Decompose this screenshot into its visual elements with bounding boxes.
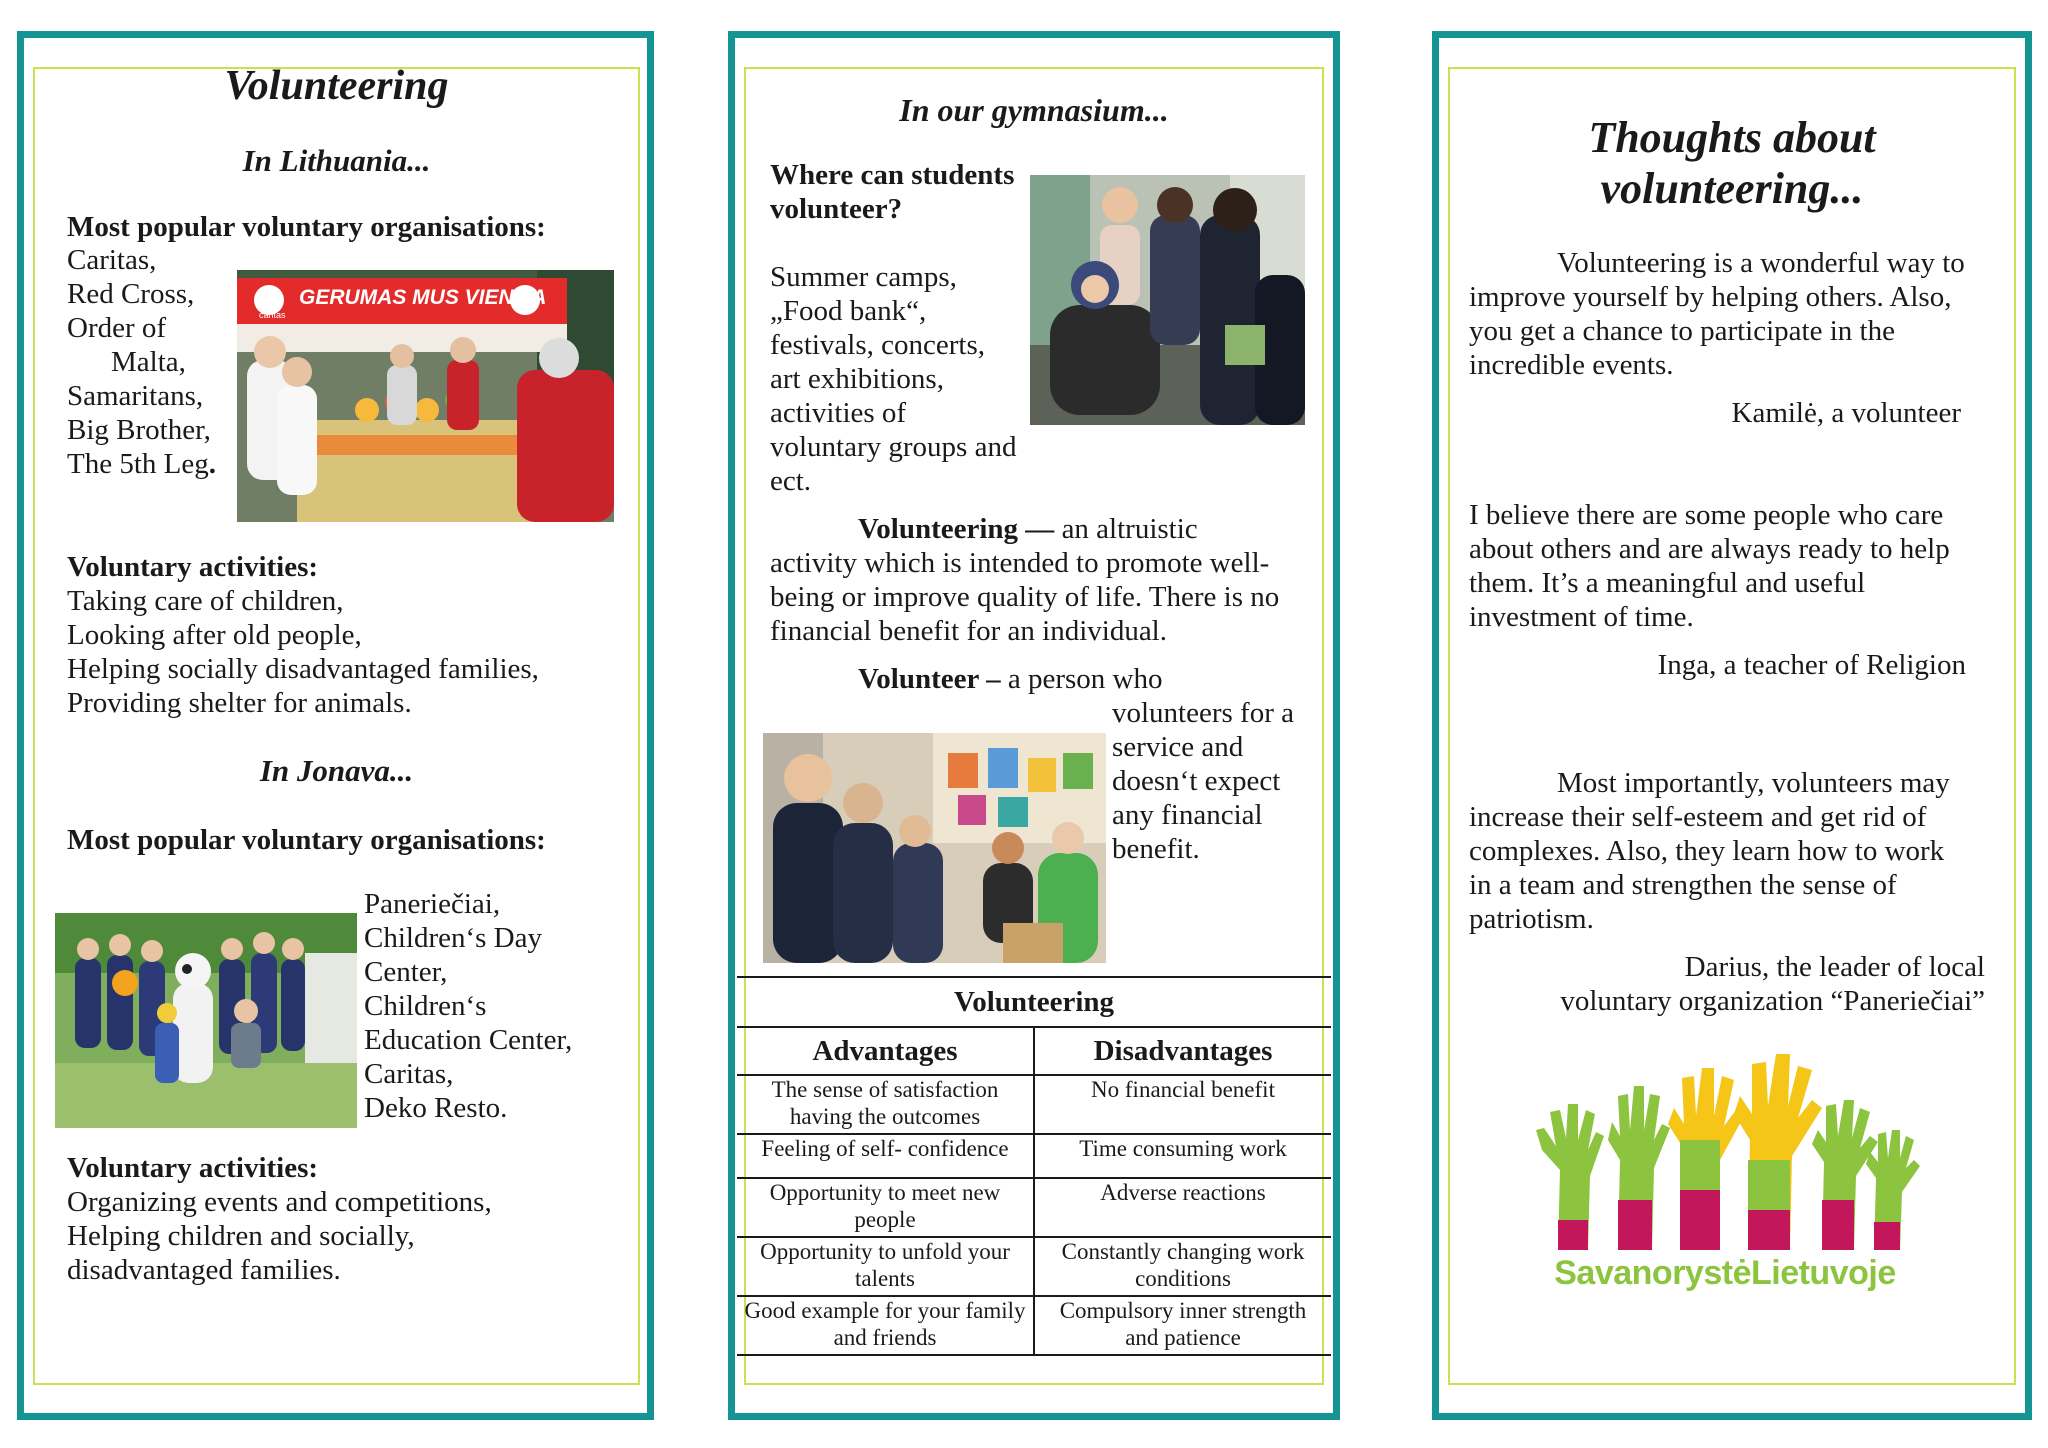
question-line: Where can students	[770, 159, 1015, 191]
quote-line: improve yourself by helping others. Also,	[1469, 281, 1952, 313]
quote-line: increase their self-esteem and get rid of	[1469, 801, 1927, 833]
advantage-cell: Opportunity to meet new people	[737, 1178, 1034, 1237]
org-line: Children‘s Day	[364, 922, 542, 954]
org-line	[67, 447, 216, 481]
org-line: Children‘s	[364, 990, 487, 1022]
activity-item: disadvantaged families.	[67, 1254, 341, 1286]
lithuania-orgs-list	[67, 243, 216, 481]
table-row	[737, 1178, 1331, 1237]
advantage-cell: Good example for your family and friends	[737, 1296, 1034, 1355]
lithuania-activities-list	[67, 584, 539, 720]
jonava-orgs-heading: Most popular voluntary organisations:	[67, 824, 546, 856]
org-line: Caritas,	[364, 1058, 454, 1090]
caritas-stand-photo	[237, 270, 614, 522]
org-line-period: .	[208, 448, 216, 480]
quote-line: in a team and strengthen the sense of	[1469, 869, 1897, 901]
activity-item: Providing shelter for animals.	[67, 687, 412, 719]
definition-line: activity which is intended to promote well-	[770, 547, 1270, 579]
org-line: Order of	[67, 312, 167, 344]
title-line: volunteering...	[1600, 164, 1864, 213]
gymnasium-heading: In our gymnasium...	[899, 92, 1169, 128]
advantage-cell: Feeling of self- confidence	[737, 1134, 1034, 1178]
quote-darius	[1469, 766, 1950, 936]
volunteer-definition	[1112, 696, 1294, 866]
quote-kamile	[1469, 246, 1965, 382]
definition-term: Volunteering —	[858, 513, 1055, 545]
panel-left-title: Volunteering	[224, 63, 449, 109]
table-caption: Volunteering	[737, 977, 1331, 1027]
quote-author: Kamilė, a volunteer	[1731, 397, 1961, 429]
activity-item: Looking after old people,	[67, 619, 362, 651]
definition-line: financial benefit for an individual.	[770, 615, 1167, 647]
caritas-logo-text: caritas	[259, 310, 286, 320]
title-line: Thoughts about	[1588, 113, 1876, 162]
advantages-disadvantages-table	[737, 976, 1331, 1356]
place-item: ect.	[770, 465, 812, 497]
disadvantage-cell: Compulsory inner strength and patience	[1034, 1296, 1331, 1355]
author-line: Darius, the leader of local	[1684, 951, 1985, 983]
logo-word-2: Lietuvoje	[1750, 1254, 1896, 1292]
savanoryste-lietuvoje-logo	[1530, 1050, 1920, 1310]
column-header-disadvantages: Disadvantages	[1034, 1027, 1331, 1075]
activity-item: Taking care of children,	[67, 585, 344, 617]
jonava-orgs-list	[364, 887, 572, 1125]
table-row	[737, 1134, 1331, 1178]
volunteer-places-list	[770, 260, 1016, 498]
quote-line: I believe there are some people who care	[1469, 499, 1944, 531]
raised-hands-icon	[1530, 1050, 1920, 1250]
quote-line: Most importantly, volunteers may	[1557, 767, 1950, 799]
logo-wordmark	[1530, 1254, 1920, 1293]
quote-author	[1469, 950, 1985, 1018]
place-item: art exhibitions,	[770, 363, 944, 395]
org-line: Malta,	[111, 346, 186, 378]
org-line: Education Center,	[364, 1024, 573, 1056]
quote-line: incredible events.	[1469, 349, 1674, 381]
activity-item: Helping socially disadvantaged families,	[67, 653, 539, 685]
org-line: Caritas,	[67, 244, 157, 276]
table-row	[737, 1296, 1331, 1355]
disadvantage-cell: Adverse reactions	[1034, 1178, 1331, 1237]
definition-first-line	[770, 512, 1310, 546]
activity-item: Organizing events and competitions,	[67, 1186, 492, 1218]
table-row	[737, 1237, 1331, 1296]
author-line: voluntary organization “Paneriečiai”	[1560, 985, 1985, 1017]
volunteer-group-photo	[55, 913, 357, 1128]
lithuania-orgs-heading: Most popular voluntary organisations:	[67, 211, 546, 243]
volunteer-text-start: a person who	[1000, 663, 1163, 695]
org-line: Red Cross,	[67, 278, 195, 310]
thoughts-title	[1448, 112, 2016, 214]
definition-line: any financial	[1112, 799, 1263, 831]
quote-line: investment of time.	[1469, 601, 1694, 633]
definition-line: being or improve quality of life. There is no	[770, 581, 1280, 613]
place-item: activities of	[770, 397, 907, 429]
jonava-heading: In Jonava...	[259, 753, 414, 788]
place-item: festivals, concerts,	[770, 329, 986, 361]
definition-text-start: an altruistic	[1054, 513, 1198, 545]
quote-line: about others and are always ready to help	[1469, 533, 1950, 565]
volunteer-question	[770, 158, 1014, 226]
disadvantage-cell: No financial benefit	[1034, 1075, 1331, 1134]
question-line: volunteer?	[770, 193, 903, 225]
jonava-activities-heading: Voluntary activities:	[67, 1152, 319, 1184]
place-item: voluntary groups and	[770, 431, 1017, 463]
quote-line: patriotism.	[1469, 903, 1594, 935]
volunteer-term: Volunteer –	[858, 663, 1001, 695]
banner-text: GERUMAS MUS VIENIJA	[299, 286, 547, 309]
table-caption-row	[737, 977, 1331, 1027]
org-line: Samaritans,	[67, 380, 204, 412]
advantage-cell: Opportunity to unfold your talents	[737, 1237, 1034, 1296]
quote-line: them. It’s a meaningful and useful	[1469, 567, 1866, 599]
definition-line: volunteers for a	[1112, 697, 1294, 729]
definition-line: benefit.	[1112, 833, 1200, 865]
org-line-text: The 5th Leg	[67, 448, 209, 480]
org-line: Paneriečiai,	[364, 888, 501, 920]
lithuania-activities-heading: Voluntary activities:	[67, 551, 319, 583]
activity-item: Helping children and socially,	[67, 1220, 415, 1252]
volunteering-definition	[770, 512, 1310, 648]
disadvantage-cell: Time consuming work	[1034, 1134, 1331, 1178]
lithuania-heading: In Lithuania...	[242, 143, 431, 178]
place-item: Summer camps,	[770, 261, 957, 293]
advantage-cell: The sense of satisfaction having the outcomes	[737, 1075, 1034, 1134]
quote-line: you get a chance to participate in the	[1469, 315, 1895, 347]
definition-line: service and	[1112, 731, 1244, 763]
quote-inga	[1469, 498, 1950, 634]
disadvantage-cell: Constantly changing work conditions	[1034, 1237, 1331, 1296]
definition-line: doesn‘t expect	[1112, 765, 1281, 797]
column-header-advantages: Advantages	[737, 1027, 1034, 1075]
org-line: Big Brother,	[67, 414, 211, 446]
jonava-activities-list	[67, 1185, 492, 1287]
org-line: Deko Resto.	[364, 1092, 508, 1124]
table-header-row	[737, 1027, 1331, 1075]
table-row	[737, 1075, 1331, 1134]
quote-author: Inga, a teacher of Religion	[1657, 649, 1966, 681]
org-line: Center,	[364, 956, 448, 988]
place-item: „Food bank“,	[770, 295, 927, 327]
volunteer-definition-first-line	[858, 662, 1162, 696]
quote-line: Volunteering is a wonderful way to	[1557, 247, 1965, 279]
logo-word-1: Savanorystė	[1554, 1254, 1751, 1292]
students-visit-photo	[763, 733, 1106, 963]
elderly-visit-photo	[1030, 175, 1305, 425]
quote-line: complexes. Also, they learn how to work	[1469, 835, 1945, 867]
